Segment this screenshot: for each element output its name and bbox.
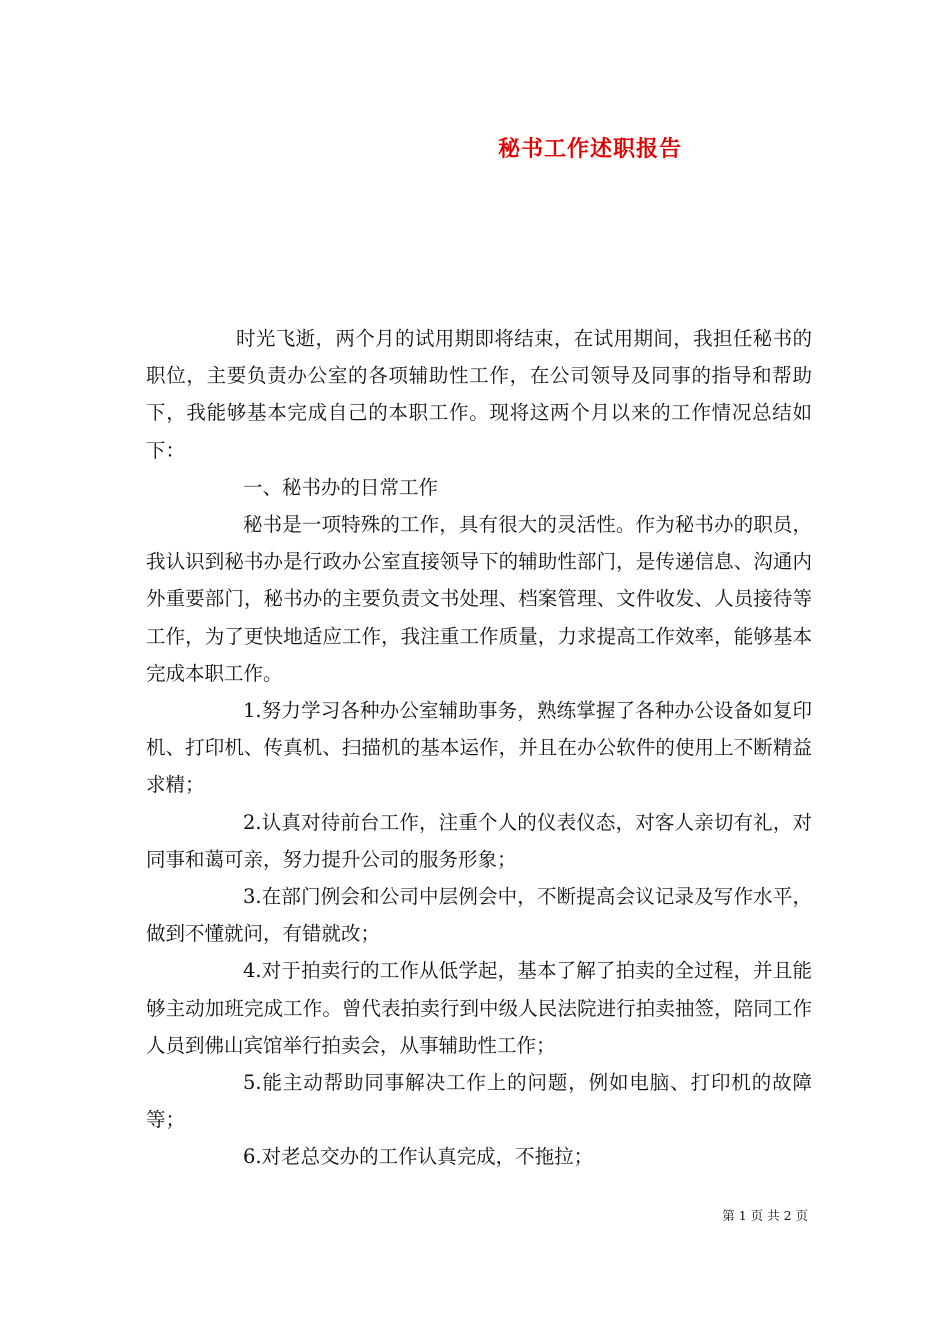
section-paragraph: 秘书是一项特殊的工作，具有很大的灵活性。作为秘书办的职员，我认识到秘书办是行政办公室直接领导下的辅助性部门，是传递信息、沟通内外重要部门，秘书办的主要负责文书处理、档案管理、文件收发、人员接待等工作，为了更快地适应工作，我注重工作质量，力求提高工作效率，能够基本完成本职工作。 xyxy=(146,513,812,685)
document-body xyxy=(146,320,812,1176)
list-item-3: 3.在部门例会和公司中层例会中，不断提高会议记录及写作水平，做到不懂就问，有错就改； xyxy=(146,885,812,946)
list-item-5: 5.能主动帮助同事解决工作上的问题，例如电脑、打印机的故障等； xyxy=(146,1071,812,1132)
section-heading: 一、秘书办的日常工作 xyxy=(243,475,439,499)
list-item-6: 6.对老总交办的工作认真完成，不拖拉； xyxy=(243,1145,594,1169)
page-number-footer: 第 1 页 共 2 页 xyxy=(722,1208,808,1223)
document-title: 秘书工作述职报告 xyxy=(497,136,682,162)
list-item-1: 1.努力学习各种办公室辅助事务，熟练掌握了各种办公设备如复印机、打印机、传真机、扫描机的基本运作，并且在办公软件的使用上不断精益求精； xyxy=(146,699,812,797)
intro-paragraph: 时光飞逝，两个月的试用期即将结束，在试用期间，我担任秘书的职位，主要负责办公室的各项辅助性工作，在公司领导及同事的指导和帮助下，我能够基本完成自己的本职工作。现将这两个月以来的工作情况总结如下： xyxy=(146,327,812,462)
list-item-2: 2.认真对待前台工作，注重个人的仪表仪态，对客人亲切有礼，对同事和蔼可亲，努力提升公司的服务形象； xyxy=(146,810,812,871)
list-item-4: 4.对于拍卖行的工作从低学起，基本了解了拍卖的全过程，并且能够主动加班完成工作。曾代表拍卖行到中级人民法院进行拍卖抽签，陪同工作人员到佛山宾馆举行拍卖会，从事辅助性工作； xyxy=(146,959,812,1057)
